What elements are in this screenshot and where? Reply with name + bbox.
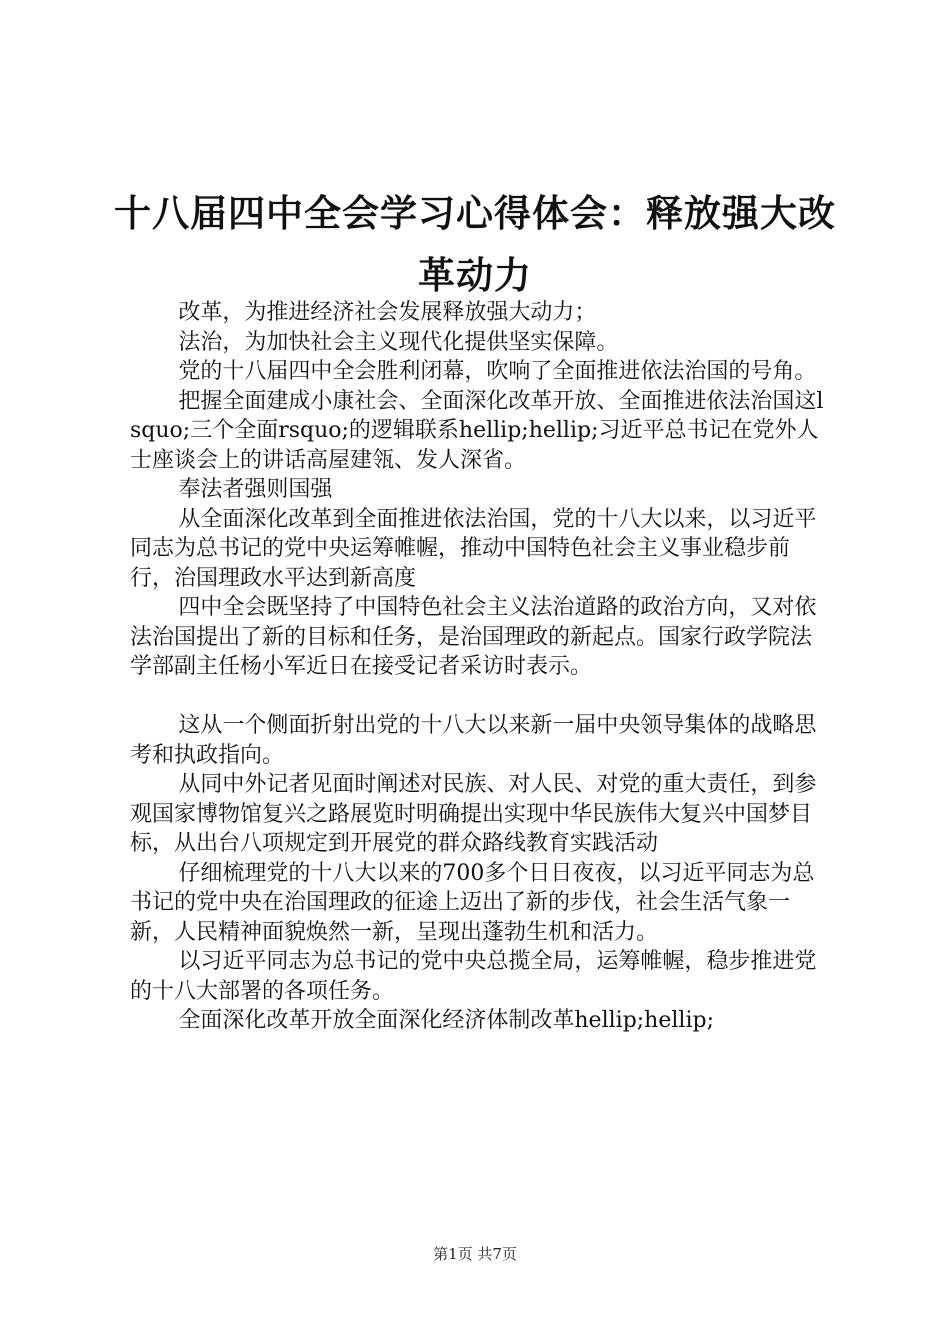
paragraph: 全面深化改革开放全面深化经济体制改革hellip;hellip; [178, 1008, 714, 1033]
page-number-footer: 第1页 共7页 [433, 1245, 517, 1263]
paragraph: 仔细梳理党的十八大以来的700多个日日夜夜，以习近平同志为总书记的党中央在治国理政的征途上迈出了新的步伐，社会生活气象一新，人民精神面貌焕然一新，呈现出蓬勃生机和活力。 [130, 860, 815, 945]
paragraph: 党的十八届四中全会胜利闭幕，吹响了全面推进依法治国的号角。 [178, 359, 817, 384]
paragraph: 以习近平同志为总书记的党中央总揽全局，运筹帷幄，稳步推进党的十八大部署的各项任务。 [130, 949, 817, 1004]
document-title: 十八届四中全会学习心得体会：释放强大改革动力 [114, 191, 836, 297]
paragraph: 把握全面建成小康社会、全面深化改革开放、全面推进依法治国这lsquo;三个全面rsquo;的逻辑联系hellip;hellip;习近平总书记在党外人士座谈会上的讲话高屋建瓴、发人深省。 [130, 388, 824, 473]
paragraph: 从同中外记者见面时阐述对民族、对人民、对党的重大责任，到参观国家博物馆复兴之路展览时明确提出实现中华民族伟大复兴中国梦目标，从出台八项规定到开展党的群众路线教育实践活动 [130, 772, 817, 856]
document-body [130, 298, 830, 1036]
paragraph: 法治，为加快社会主义现代化提供坚实保障。 [178, 329, 619, 355]
paragraph: 这从一个侧面折射出党的十八大以来新一届中央领导集体的战略思考和执政指向。 [130, 713, 817, 768]
paragraph: 从全面深化改革到全面推进依法治国，党的十八大以来，以习近平同志为总书记的党中央运筹帷幄，推动中国特色社会主义事业稳步前行，治国理政水平达到新高度 [130, 506, 817, 591]
paragraph: 奉法者强则国强 [178, 477, 333, 502]
paragraph: 四中全会既坚持了中国特色社会主义法治道路的政治方向，又对依法治国提出了新的目标和任务，是治国理政的新起点。国家行政学院法学部副主任杨小军近日在接受记者采访时表示。 [130, 595, 817, 679]
paragraph: 改革，为推进经济社会发展释放强大动力； [178, 300, 597, 325]
